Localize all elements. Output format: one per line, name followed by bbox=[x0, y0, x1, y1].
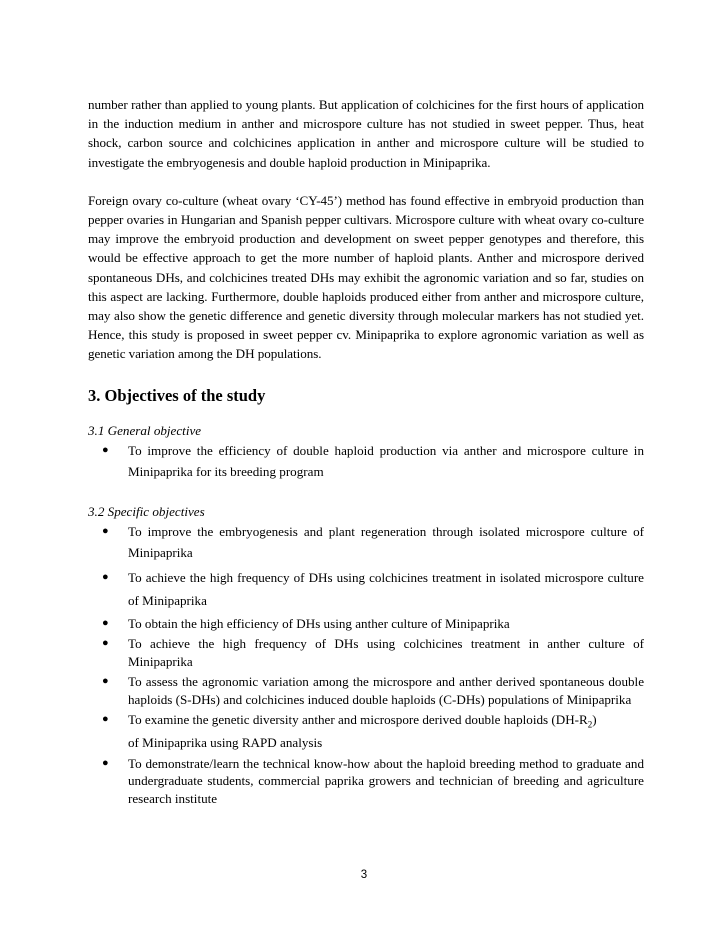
list-item-text: To improve the efficiency of double haploid production via anther and microspore culture in Minipaprika for its breeding program bbox=[128, 442, 644, 479]
list-item-text: To examine the genetic diversity anther and microspore derived double haploids (DH-R bbox=[128, 712, 588, 728]
bullet-icon: ● bbox=[102, 570, 109, 583]
list-item bbox=[88, 440, 644, 482]
paragraph-intro: number rather than applied to young plants. But application of colchicines for the first hours of application in the induction medium in anther and microspore culture has not studied in sweet pepper. Thus, heat shock, carbon source and colchicines application in anther and microspore culture will be studied to investigate the embryogenesis and double haploid production in Minipaprika. bbox=[88, 97, 644, 170]
list-item bbox=[88, 711, 644, 752]
list-item-text: To achieve the high frequency of DHs using colchicines treatment in anther culture of Minipaprika bbox=[128, 636, 644, 669]
list-item-text: To demonstrate/learn the technical know-how about the haploid breeding method to graduate and undergraduate students, commercial paprika growers and technician of breeding and agriculture research institute bbox=[128, 755, 644, 806]
bullet-icon: ● bbox=[102, 675, 109, 688]
bullet-icon: ● bbox=[102, 616, 109, 629]
list-item bbox=[88, 566, 644, 612]
bullet-icon: ● bbox=[102, 524, 109, 537]
subscript: 2 bbox=[587, 719, 593, 730]
list-item bbox=[88, 521, 644, 563]
general-objective-title: 3.1 General objective bbox=[88, 422, 202, 438]
list-item bbox=[88, 615, 644, 633]
list-item-text: To assess the agronomic variation among the microspore and anther derived spontaneous double haploids (S-DHs) and colchicines induced double haploids (C-DHs) populations of Minipaprika bbox=[128, 674, 644, 707]
specific-objectives-list bbox=[88, 521, 644, 808]
paragraph-ovary-coculture: Foreign ovary co-culture (wheat ovary ‘CY-45’) method has found effective in embryoid production than pepper ovaries in Hungarian and Spanish pepper cultivars. Microspore culture with wheat ovary co-culture may improve the embryoid production and development on sweet pepper genotypes and therefore, this would be effective approach to get the more number of haploid plants. Anther and microspore derived spontaneous DHs, and colchicines treated DHs may exhibit the agronomic variation and so far, studies on this aspect are lacking. Furthermore, double haploids produced either from anther and microspore culture, may also show the genetic difference and genetic diversity through molecular markers has not studied yet. Hence, this study is proposed in sweet pepper cv. Minipaprika to explore agronomic variation as well as genetic variation among the DH populations. bbox=[88, 192, 644, 362]
list-item bbox=[88, 635, 644, 670]
list-item-text-tail: ) bbox=[592, 712, 597, 728]
document-page bbox=[88, 95, 644, 810]
page-number: 3 bbox=[360, 869, 368, 881]
bullet-icon: ● bbox=[102, 713, 109, 726]
list-item-text: To achieve the high frequency of DHs using colchicines treatment in isolated microspore culture of Minipaprika bbox=[128, 569, 644, 608]
section-heading: 3. Objectives of the study bbox=[88, 385, 266, 405]
list-item bbox=[88, 673, 644, 708]
list-item-text: To improve the embryogenesis and plant regeneration through isolated microspore culture of Minipaprika bbox=[128, 523, 644, 560]
list-item-text-line2: of Minipaprika using RAPD analysis bbox=[128, 735, 323, 751]
bullet-icon: ● bbox=[102, 637, 109, 650]
general-objective-list bbox=[88, 440, 644, 482]
specific-objectives-title: 3.2 Specific objectives bbox=[88, 503, 205, 519]
list-item bbox=[88, 755, 644, 808]
bullet-icon: ● bbox=[102, 756, 109, 769]
bullet-icon: ● bbox=[102, 443, 109, 456]
list-item-text: To obtain the high efficiency of DHs using anther culture of Minipaprika bbox=[128, 615, 510, 631]
